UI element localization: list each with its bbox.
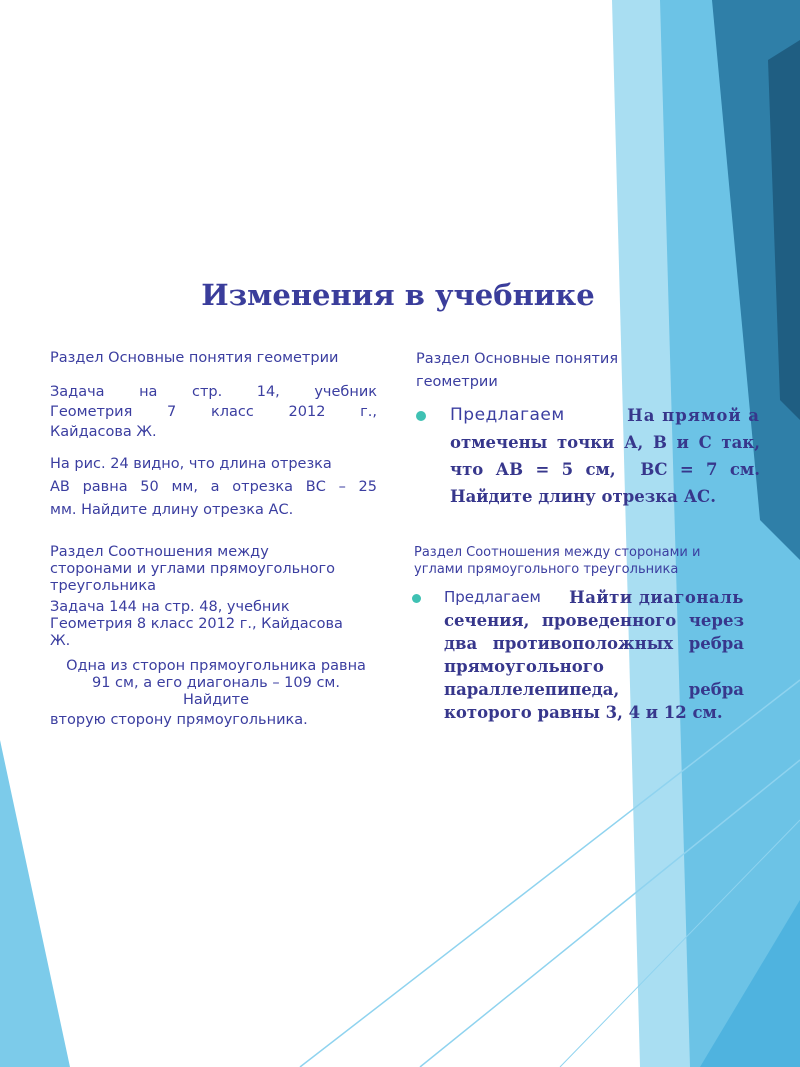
right-block2-line5 (444, 678, 744, 701)
left-block2-problem-line2: 91 см, а его диагональ – 109 см. (92, 675, 340, 691)
right-block1-line3: что АВ = 5 см, ВС = 7 см. (450, 460, 760, 479)
right-block2-line3: два противоположных ребра (444, 634, 744, 653)
left-block2-task-line1: Задача 144 на стр. 48, учебник (50, 599, 290, 615)
right-block1-line2: отмечены точки А, В и С так, (450, 433, 760, 452)
left-block-basic-concepts (50, 348, 377, 522)
right-block2-line5-left: параллелепипеда, (444, 680, 620, 699)
left-block2-problem-line3: Найдите (182, 692, 250, 708)
right-block2-heading-line2: углами прямоугольного треугольника (414, 562, 679, 577)
right-block2-lead: Предлагаем (444, 588, 541, 606)
slide-title: Изменения в учебнике (201, 278, 595, 312)
left-block1-problem-line1: На рис. 24 видно, что длина отрезка (50, 456, 332, 472)
right-block2-line4: прямоугольного (444, 657, 604, 676)
right-block1-line1 (450, 402, 760, 429)
left-block1-task-line2: Геометрия 7 класс 2012 г., (50, 404, 377, 420)
left-block2-problem-line4: вторую сторону прямоугольника. (50, 712, 308, 728)
left-block1-problem-line2: АВ равна 50 мм, а отрезка ВС – 25 (50, 479, 377, 495)
right-block2-line2: сечения, проведенного через (444, 611, 744, 630)
right-block2-proposal (444, 586, 744, 724)
left-block2-task-line3: Ж. (50, 633, 71, 649)
left-block1-task-line3: Кайдасова Ж. (50, 424, 157, 440)
left-block2-task-line2: Геометрия 8 класс 2012 г., Кайдасова (50, 616, 343, 632)
right-block2-line5-right: ребра (688, 680, 744, 699)
right-block2-line1-rest: Найти диагональ (569, 588, 744, 607)
bullet-icon (412, 594, 421, 603)
bullet-icon (416, 411, 426, 421)
right-block1-heading-line2: геометрии (416, 374, 498, 390)
left-block2-heading-line1: Раздел Соотношения между (50, 544, 269, 560)
right-block1-lead: Предлагаем (450, 405, 565, 425)
right-block2-heading-line1: Раздел Соотношения между сторонами и (414, 545, 701, 560)
left-block1-problem-line3: мм. Найдите длину отрезка АС. (50, 502, 294, 518)
right-block1-line4: Найдите длину отрезка АС. (450, 487, 716, 506)
right-block2-line1 (444, 586, 744, 609)
left-block2-heading-line3: треугольника (50, 578, 157, 594)
left-block1-heading: Раздел Основные понятия геометрии (50, 350, 339, 366)
right-block-basic-concepts (416, 348, 761, 394)
right-block1-heading-line1: Раздел Основные понятия (416, 351, 619, 367)
right-block2-line6: которого равны 3, 4 и 12 см. (444, 703, 723, 722)
right-block1-proposal (450, 402, 760, 510)
left-block1-task-line1: Задача на стр. 14, учебник (50, 384, 377, 400)
left-block2-problem-line1: Одна из сторон прямоугольника равна (66, 658, 366, 674)
left-block2-heading-line2: сторонами и углами прямоугольного (50, 561, 336, 577)
right-block-right-triangle (414, 544, 754, 578)
right-block1-line1-rest: На прямой а (627, 406, 760, 425)
left-block-right-triangle (50, 544, 382, 732)
